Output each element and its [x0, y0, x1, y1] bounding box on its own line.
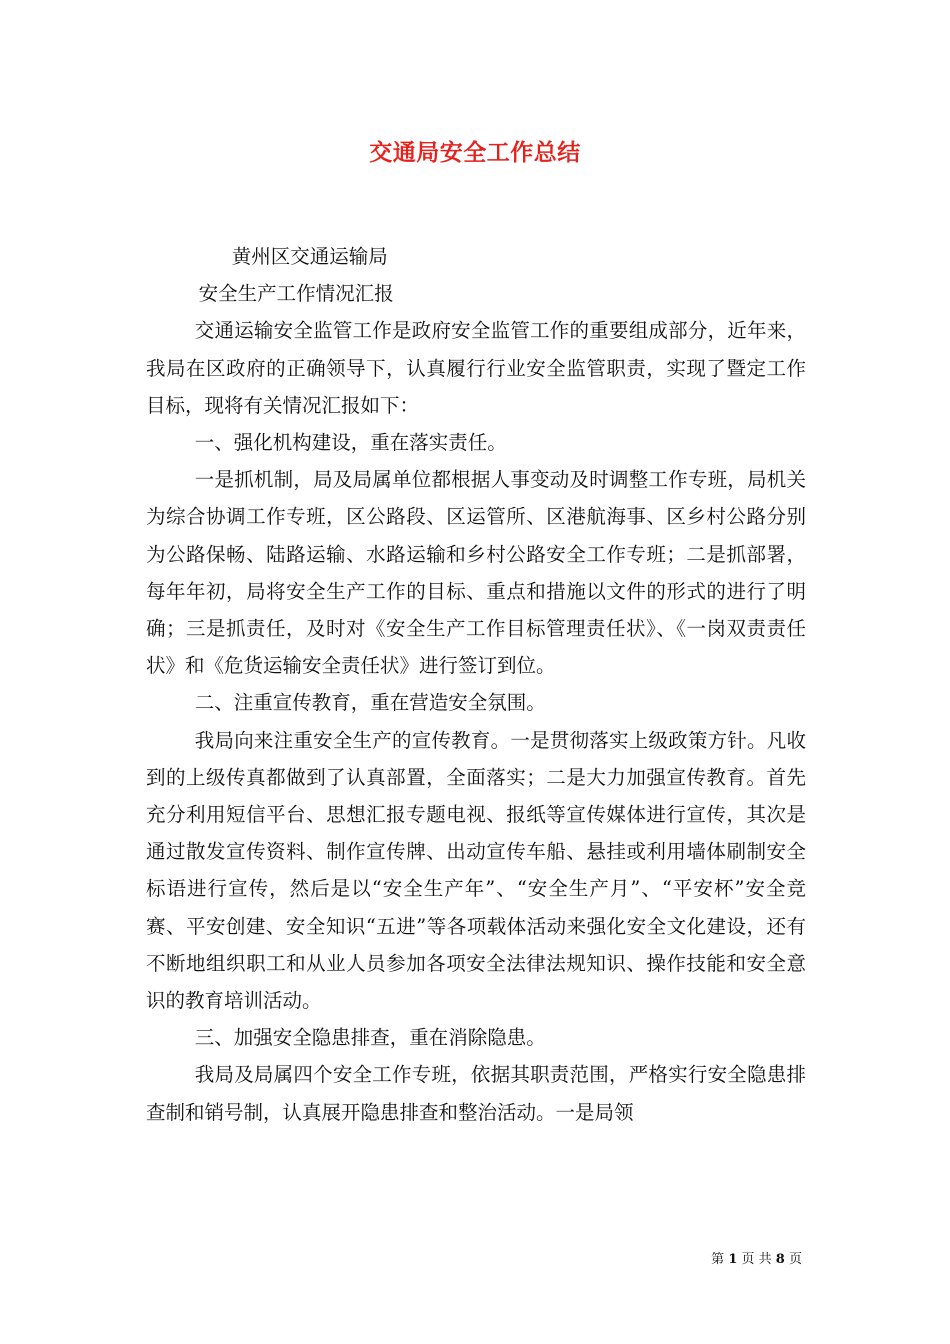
paragraph-section-1: 一是抓机制，局及局属单位都根据人事变动及时调整工作专班，局机关为综合协调工作专班，区公路段、区运管所、区港航海事、区乡村公路分别为公路保畅、陆路运输、水路运输和乡村公路安全工作专班；二是抓部署，每年年初，局将安全生产工作的目标、重点和措施以文件的形式的进行了明确；三是抓责任，及时对《安全生产工作目标管理责任状》、《一岗双责责任状》和《危货运输安全责任状》进行签订到位。 — [146, 468, 806, 678]
footer-suffix: 页 — [788, 1252, 802, 1267]
paragraph-section-2: 我局向来注重安全生产的宣传教育。一是贯彻落实上级政策方针。凡收到的上级传真都做到了认真部置，全面落实；二是大力加强宣传教育。首先充分利用短信平台、思想汇报专题电视、报纸等宣传媒体进行宣传，其次是通过散发宣传资料、制作宣传牌、出动宣传车船、悬挂或利用墙体刷制安全标语进行宣传，然后是以“安全生产年”、“安全生产月”、“平安杯”安全竞赛、平安创建、安全知识“五进”等各项载体活动来强化安全文化建设，还有不断地组织职工和从业人员参加各项安全法律法规知识、操作技能和安全意识的教育培训活动。 — [146, 728, 806, 1013]
footer-prefix: 第 — [711, 1252, 725, 1267]
section-heading-2: 二、注重宣传教育，重在营造安全氛围。 — [194, 691, 546, 715]
footer-middle: 页 共 — [741, 1252, 772, 1267]
document-title: 交通局安全工作总结 — [369, 139, 581, 166]
paragraph-section-3: 我局及局属四个安全工作专班，依据其职责范围，严格实行安全隐患排查制和销号制，认真展开隐患排查和整治活动。一是局领 — [146, 1063, 806, 1124]
section-heading-1: 一、强化机构建设，重在落实责任。 — [194, 431, 507, 455]
document-body — [146, 238, 806, 1131]
paragraph-intro: 交通运输安全监管工作是政府安全监管工作的重要组成部分，近年来，我局在区政府的正确领导下，认真履行行业安全监管职责，实现了暨定工作目标，现将有关情况汇报如下： — [146, 319, 806, 417]
current-page-number: 1 — [728, 1252, 738, 1267]
total-page-number: 8 — [775, 1252, 785, 1267]
page-footer — [711, 1248, 802, 1267]
section-heading-3: 三、加强安全隐患排查，重在消除隐患。 — [194, 1026, 546, 1050]
org-name: 黄州区交通运输局 — [231, 245, 388, 268]
report-subtitle: 安全生产工作情况汇报 — [198, 282, 394, 306]
